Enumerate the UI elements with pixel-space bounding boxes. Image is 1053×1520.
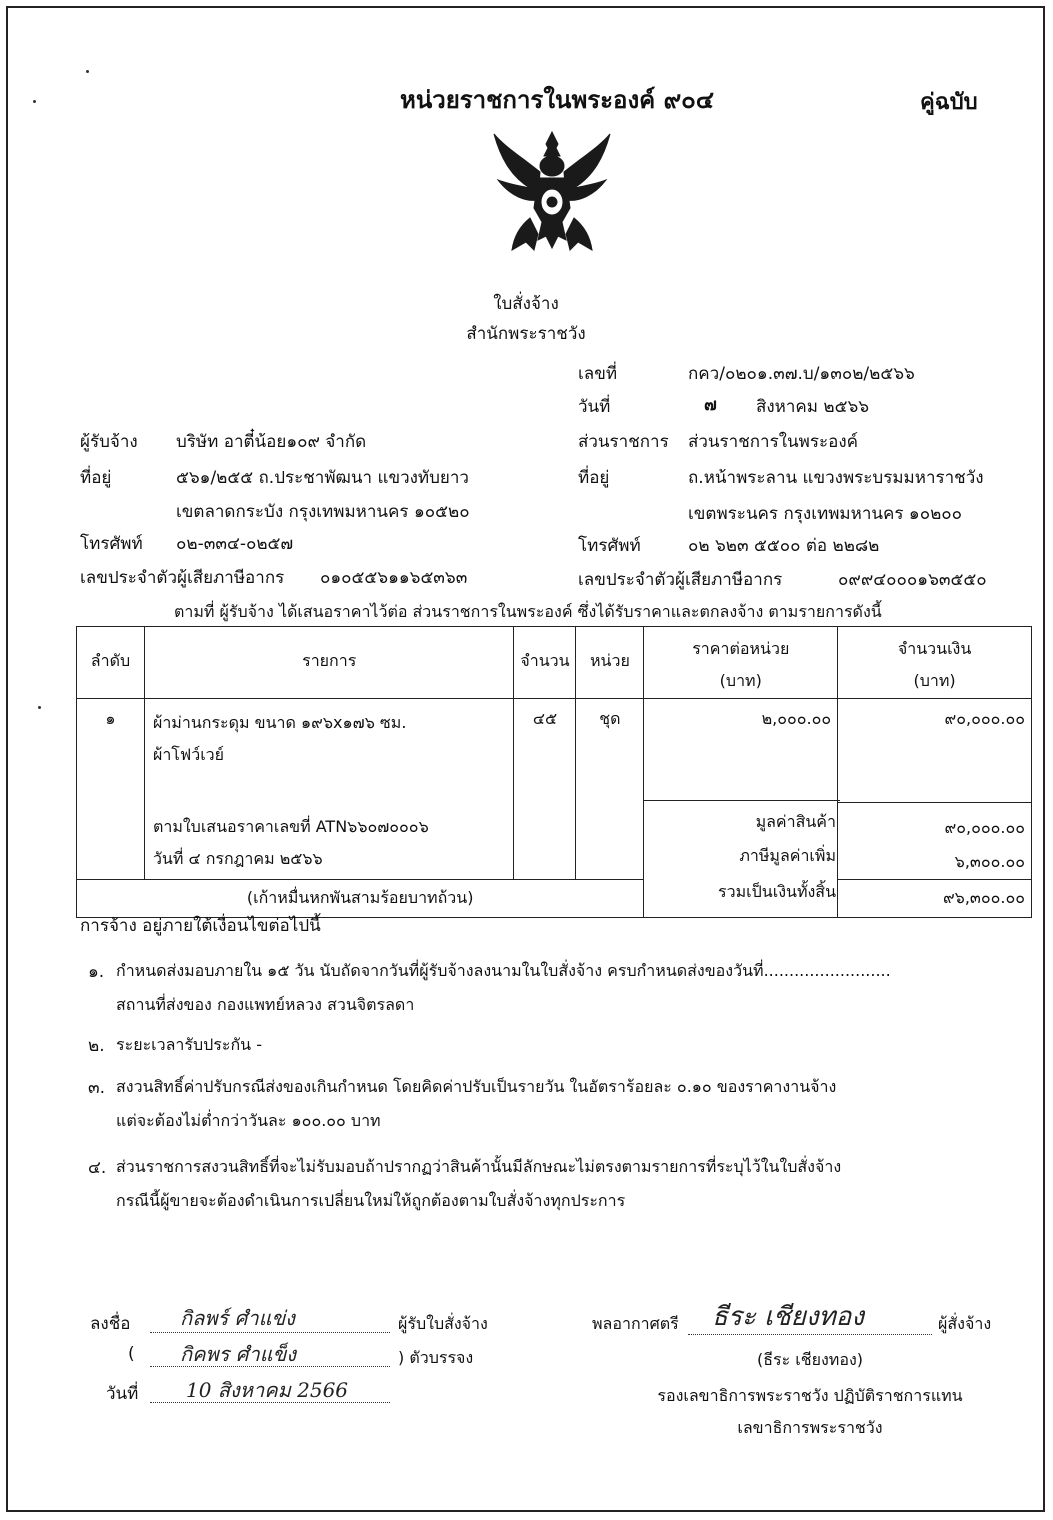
row-qty: ๔๕ — [514, 699, 576, 880]
col-unit-header: หน่วย — [576, 627, 644, 699]
doc-office: สำนักพระราชวัง — [466, 324, 586, 344]
agency-address-1: ถ.หน้าพระลาน แขวงพระบรมมหาราชวัง — [688, 468, 984, 488]
row-unit: ชุด — [576, 699, 644, 880]
agency-address-label: ที่อยู่ — [578, 468, 610, 488]
contractor-address-1: ๕๖๑/๒๕๕ ถ.ประชาพัฒนา แขวงทับยาว — [176, 468, 469, 488]
agency-tax-label: เลขประจำตัวผู้เสียภาษีอากร — [578, 570, 783, 590]
totals-divider — [644, 800, 840, 801]
unit-price-header-line1: ราคาต่อหน่วย — [692, 639, 790, 658]
condition-3-number: ๓. — [88, 1078, 106, 1098]
condition-3-line1: สงวนสิทธิ์ค่าปรับกรณีส่งของเกินกำหนด โดยคิดค่าปรับเป็นรายวัน ในอัตราร้อยละ ๐.๑๐ ของราคางานจ้าง — [116, 1077, 837, 1096]
contractor-tax: ๐๑๐๕๕๖๑๑๖๕๓๖๓ — [320, 568, 468, 588]
ref-date-day: ๗ — [704, 395, 717, 415]
row-unit-price: ๒,๐๐๐.๐๐ — [644, 699, 838, 880]
subtotal-value: ๙๐,๐๐๐.๐๐ — [944, 818, 1025, 837]
row-amount: ๙๐,๐๐๐.๐๐ — [838, 699, 1032, 803]
amount-header-line1: จำนวนเงิน — [897, 639, 972, 658]
col-no-header: ลำดับ — [77, 627, 145, 699]
row-item-line1: ผ้าม่านกระดุม ขนาด ๑๙๖x๑๗๖ ซม. — [152, 713, 407, 732]
conditions-heading: การจ้าง อยู่ภายใต้เงื่อนไขต่อไปนี้ — [80, 916, 321, 936]
condition-4-number: ๔. — [88, 1158, 107, 1178]
amount-header-line2: (บาท) — [913, 671, 956, 690]
issuer-title-2: เลขาธิการพระราชวัง — [737, 1418, 883, 1437]
receiver-role: ผู้รับใบสั่งจ้าง — [398, 1314, 488, 1333]
issuer-signature: ธีระ เชียงทอง — [712, 1302, 864, 1332]
table-row — [77, 699, 1032, 803]
col-item-header: รายการ — [144, 627, 514, 699]
unit-price-header-line2: (บาท) — [719, 671, 762, 690]
total-words: (เก้าหมื่นหกพันสามร้อยบาทถ้วน) — [77, 880, 644, 918]
issuer-rank: พลอากาศตรี — [592, 1314, 679, 1333]
issuer-role: ผู้สั่งจ้าง — [938, 1314, 992, 1333]
items-table — [76, 626, 1032, 918]
ref-number: กคว/๐๒๐๑.๓๗.บ/๑๓๐๒/๒๕๖๖ — [688, 364, 915, 384]
contractor-tax-label: เลขประจำตัวผู้เสียภาษีอากร — [80, 568, 285, 588]
total-value: ๙๖,๓๐๐.๐๐ — [838, 880, 1032, 918]
agency-phone: ๐๒ ๖๒๓ ๕๕๐๐ ต่อ ๒๒๘๒ — [688, 536, 880, 556]
receiver-date-label: วันที่ — [106, 1384, 139, 1404]
agency-name: ส่วนราชการในพระองค์ — [688, 432, 858, 452]
contractor-address-label: ที่อยู่ — [80, 468, 112, 488]
contractor-address-2: เขตลาดกระบัง กรุงเทพมหานคร ๑๐๕๒๐ — [176, 502, 470, 522]
subtotal-label: มูลค่าสินค้า — [755, 812, 836, 831]
sign-label: ลงชื่อ — [90, 1314, 131, 1334]
doc-type: ใบสั่งจ้าง — [493, 294, 559, 314]
col-qty-header: จำนวน — [514, 627, 576, 699]
condition-4-line2: กรณีนี้ผู้ขายจะต้องดำเนินการเปลี่ยนใหม่ให้ถูกต้องตามใบสั่งจ้างทุกประการ — [116, 1191, 626, 1210]
contractor-label: ผู้รับจ้าง — [80, 432, 138, 452]
col-unit-price-header — [644, 627, 838, 699]
total-label: รวมเป็นเงินทั้งสิ้น — [718, 882, 836, 901]
row-no: ๑ — [77, 699, 145, 880]
vat-value: ๖,๓๐๐.๐๐ — [954, 852, 1025, 871]
row-quote-line1: ตามใบเสนอราคาเลขที่ ATN๖๖๐๗๐๐๐๖ — [152, 817, 429, 836]
scan-speck — [38, 706, 41, 709]
receiver-signature: กิลพร์ ศำแข่ง — [180, 1306, 295, 1330]
condition-1-number: ๑. — [88, 962, 105, 982]
intro-text: ตามที่ ผู้รับจ้าง ได้เสนอราคาไว้ต่อ ส่วนราชการในพระองค์ ซึ่งได้รับราคาและตกลงจ้าง ตามรายการดังนี้ — [174, 602, 882, 621]
agency-title: หน่วยราชการในพระองค์ ๙๐๔ — [400, 86, 714, 114]
condition-1-line2: สถานที่ส่งของ กองแพทย์หลวง สวนจิตรลดา — [116, 995, 415, 1014]
condition-3-line2: แต่จะต้องไม่ต่ำกว่าวันละ ๑๐๐.๐๐ บาท — [116, 1111, 381, 1130]
agency-tax: ๐๙๙๔๐๐๐๑๖๓๕๕๐ — [838, 570, 987, 590]
garuda-emblem-icon — [490, 126, 614, 258]
agency-label: ส่วนราชการ — [578, 432, 669, 452]
issuer-name: (ธีระ เชียงทอง) — [756, 1350, 863, 1369]
ref-date-label: วันที่ — [578, 397, 611, 417]
condition-2-line1: ระยะเวลารับประกัน - — [116, 1035, 262, 1054]
vat-label: ภาษีมูลค่าเพิ่ม — [739, 846, 836, 865]
condition-1-line1: กำหนดส่งมอบภายใน ๑๕ วัน นับถัดจากวันที่ผู้รับจ้างลงนามในใบสั่งจ้าง ครบกำหนดส่งของวันที่......................... — [116, 961, 891, 980]
ref-date-rest: สิงหาคม ๒๕๖๖ — [756, 397, 870, 417]
contractor-phone-label: โทรศัพท์ — [80, 534, 143, 554]
row-item-line2: ผ้าโฟว์เวย์ — [152, 745, 225, 764]
agency-address-2: เขตพระนคร กรุงเทพมหานคร ๑๐๒๐๐ — [688, 504, 963, 524]
contractor-phone: ๐๒-๓๓๔-๐๒๕๗ — [176, 534, 294, 554]
table-header-row — [77, 627, 1032, 699]
col-amount-header — [838, 627, 1032, 699]
receiver-printed-suffix: ) ตัวบรรจง — [398, 1348, 474, 1367]
receiver-open-paren: ( — [128, 1344, 135, 1364]
scan-speck — [33, 100, 36, 103]
copy-label: คู่ฉบับ — [920, 90, 978, 115]
row-item — [144, 699, 514, 880]
row-quote-line2: วันที่ ๔ กรกฎาคม ๒๕๖๖ — [152, 849, 323, 868]
receiver-date: 10 สิงหาคม 2566 — [186, 1378, 349, 1402]
condition-4-line1: ส่วนราชการสงวนสิทธิ์ที่จะไม่รับมอบถ้าปรากฏว่าสินค้านั้นมีลักษณะไม่ตรงตามรายการที่ระบุไว้ในใบสั่งจ้าง — [116, 1157, 842, 1176]
contractor-name: บริษัท อาตี๋น้อย๑๐๙ จำกัด — [176, 432, 367, 452]
condition-2-number: ๒. — [88, 1036, 105, 1056]
receiver-printed-name: กิคพร ศำแข็ง — [180, 1342, 297, 1366]
ref-number-label: เลขที่ — [578, 364, 618, 384]
issuer-title-1: รองเลขาธิการพระราชวัง ปฏิบัติราชการแทน — [657, 1386, 963, 1405]
agency-phone-label: โทรศัพท์ — [578, 536, 641, 556]
scan-speck — [86, 70, 89, 73]
subtotal-vat-values — [838, 803, 1032, 880]
